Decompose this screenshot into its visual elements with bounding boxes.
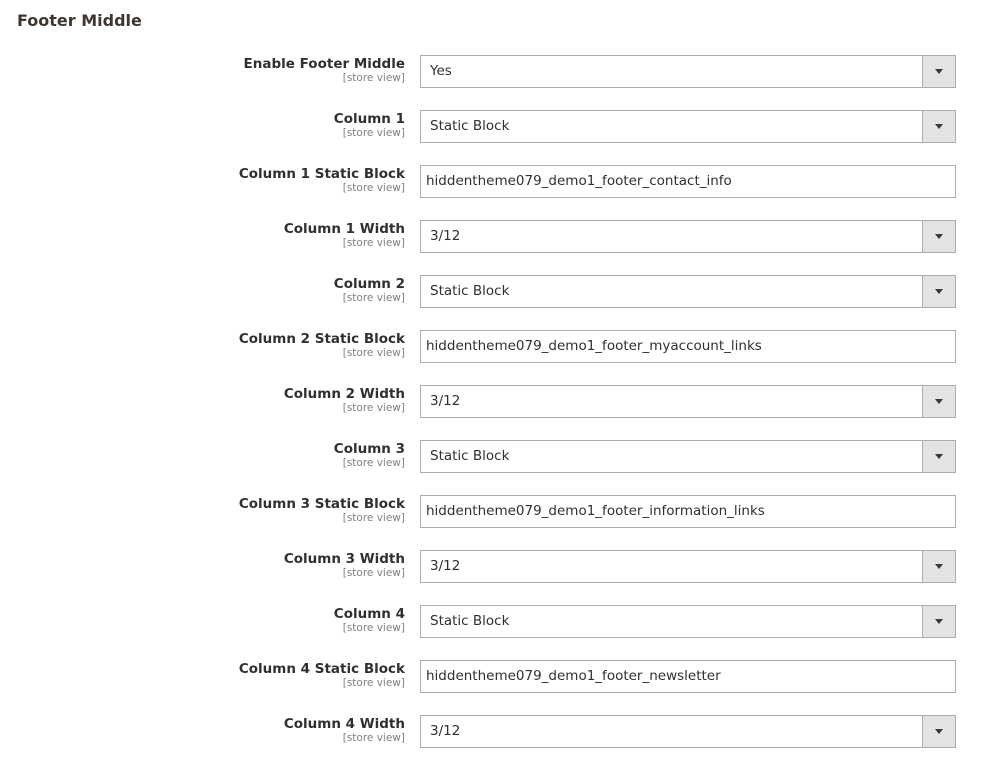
chevron-down-icon [935,399,943,404]
field-label-block [284,221,405,250]
chevron-down-icon [935,454,943,459]
selected-value: 3/12 [430,228,461,244]
field-label-block [239,496,405,525]
selected-value: 3/12 [430,558,461,574]
dropdown-toggle[interactable] [922,56,955,87]
field-row-column-1-width [0,220,993,275]
field-label: Column 3 Width [283,551,405,567]
field-row-column-1 [0,110,993,165]
column-4-width-select[interactable] [420,715,956,748]
field-label-block [239,166,405,195]
field-label-block [334,111,405,140]
selected-value: 3/12 [430,393,461,409]
dropdown-toggle[interactable] [922,386,955,417]
scope-hint: [store view] [342,732,405,744]
field-label-block [334,276,405,305]
field-row-column-2-width [0,385,993,440]
field-label-block [239,331,405,360]
input-value: hiddentheme079_demo1_footer_myaccount_links [426,338,762,354]
input-value: hiddentheme079_demo1_footer_contact_info [426,173,732,189]
field-label: Column 1 [333,111,405,127]
scope-hint: [store view] [342,237,405,249]
chevron-down-icon [935,234,943,239]
field-label: Enable Footer Middle [243,56,405,72]
selected-value: Yes [430,63,452,79]
field-row-column-2 [0,275,993,330]
column-3-select[interactable] [420,440,956,473]
scope-hint: [store view] [342,72,405,84]
input-value: hiddentheme079_demo1_footer_newsletter [426,668,721,684]
column-4-static-block-input[interactable] [420,660,956,693]
enable-footer-middle-select[interactable] [420,55,956,88]
field-label: Column 4 [333,606,405,622]
scope-hint: [store view] [342,457,405,469]
dropdown-toggle[interactable] [922,716,955,747]
field-label-block [239,661,405,690]
chevron-down-icon [935,124,943,129]
field-label: Column 2 [333,276,405,292]
dropdown-toggle[interactable] [922,551,955,582]
field-row-column-4-width [0,715,993,770]
scope-hint: [store view] [342,622,405,634]
field-label-block [284,386,405,415]
field-label-block [284,551,405,580]
field-label: Column 1 Static Block [238,166,405,182]
column-1-width-select[interactable] [420,220,956,253]
dropdown-toggle[interactable] [922,276,955,307]
field-row-column-3 [0,440,993,495]
chevron-down-icon [935,619,943,624]
column-2-static-block-input[interactable] [420,330,956,363]
chevron-down-icon [935,564,943,569]
field-label: Column 3 [333,441,405,457]
dropdown-toggle[interactable] [922,606,955,637]
scope-hint: [store view] [342,567,405,579]
selected-value: Static Block [430,283,510,299]
column-3-width-select[interactable] [420,550,956,583]
column-4-select[interactable] [420,605,956,638]
field-row-column-2-static-block [0,330,993,385]
scope-hint: [store view] [342,292,405,304]
dropdown-toggle[interactable] [922,441,955,472]
field-row-column-3-width [0,550,993,605]
selected-value: 3/12 [430,723,461,739]
column-2-width-select[interactable] [420,385,956,418]
field-row-column-4 [0,605,993,660]
section-title: Footer Middle [17,11,142,30]
field-label-block [334,441,405,470]
scope-hint: [store view] [342,512,405,524]
field-label-block [334,606,405,635]
scope-hint: [store view] [342,347,405,359]
field-label-block [244,56,405,85]
dropdown-toggle[interactable] [922,111,955,142]
selected-value: Static Block [430,118,510,134]
column-3-static-block-input[interactable] [420,495,956,528]
column-1-select[interactable] [420,110,956,143]
scope-hint: [store view] [342,182,405,194]
scope-hint: [store view] [342,127,405,139]
field-label: Column 2 Width [283,386,405,402]
column-2-select[interactable] [420,275,956,308]
dropdown-toggle[interactable] [922,221,955,252]
field-label: Column 4 Width [283,716,405,732]
chevron-down-icon [935,729,943,734]
column-1-static-block-input[interactable] [420,165,956,198]
selected-value: Static Block [430,613,510,629]
field-label: Column 2 Static Block [238,331,405,347]
field-row-column-4-static-block [0,660,993,715]
field-label: Column 3 Static Block [238,496,405,512]
chevron-down-icon [935,69,943,74]
chevron-down-icon [935,289,943,294]
field-label: Column 4 Static Block [238,661,405,677]
field-row-column-3-static-block [0,495,993,550]
field-row-column-1-static-block [0,165,993,220]
scope-hint: [store view] [342,677,405,689]
input-value: hiddentheme079_demo1_footer_information_links [426,503,765,519]
scope-hint: [store view] [342,402,405,414]
field-label-block [284,716,405,745]
field-label: Column 1 Width [283,221,405,237]
selected-value: Static Block [430,448,510,464]
config-fields [0,55,993,770]
field-row-enable-footer-middle [0,55,993,110]
